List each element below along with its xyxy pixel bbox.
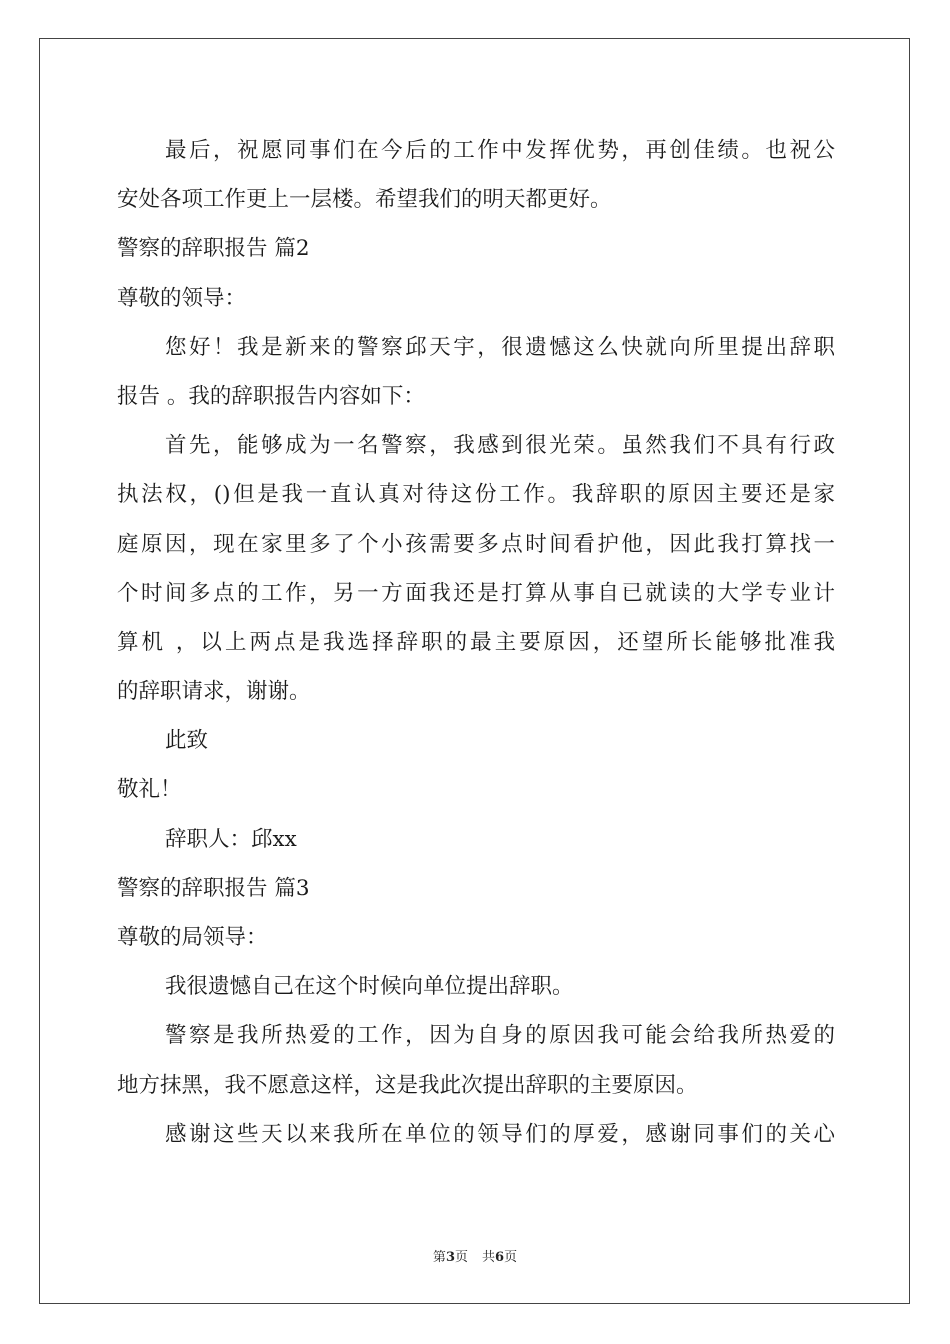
- paragraph-line: 我很遗憾自己在这个时候向单位提出辞职。: [165, 974, 574, 1000]
- closing-line: 敬礼！: [117, 777, 182, 803]
- page-number: 3: [445, 1250, 455, 1265]
- page-footer: [0, 1246, 950, 1265]
- paragraph-line: 的辞职请求，谢谢。: [117, 679, 311, 705]
- paragraph-line: 庭原因，现在家里多了个小孩需要多点时间看护他，因此我打算找一: [117, 531, 835, 557]
- salutation: 尊敬的领导：: [117, 285, 247, 311]
- page-suffix: 页: [454, 1250, 468, 1265]
- paragraph-line: 您好！我是新来的警察邱天宇，很遗憾这么快就向所里提出辞职: [165, 334, 835, 360]
- document-body: [117, 126, 835, 1159]
- paragraph-line: 安处各项工作更上一层楼。希望我们的明天都更好。: [117, 187, 612, 213]
- total-suffix: 页: [504, 1250, 518, 1265]
- page-prefix: 第: [432, 1250, 446, 1265]
- paragraph-line: 报告 。我的辞职报告内容如下：: [117, 383, 425, 409]
- closing-line: 此致: [165, 728, 209, 754]
- paragraph-line: 最后，祝愿同事们在今后的工作中发挥优势，再创佳绩。也祝公: [165, 138, 835, 163]
- paragraph-line: 执法权，()但是我一直认真对待这份工作。我辞职的原因主要还是家: [117, 482, 835, 508]
- signature-line: 辞职人：邱xx: [165, 826, 297, 852]
- paragraph-line: 首先，能够成为一名警察，我感到很光荣。虽然我们不具有行政: [165, 433, 835, 459]
- salutation: 尊敬的局领导：: [117, 925, 268, 950]
- paragraph-line: 地方抹黑，我不愿意这样，这是我此次提出辞职的主要原因。: [117, 1072, 698, 1098]
- paragraph-line: 算机 ，以上两点是我选择辞职的最主要原因，还望所长能够批准我: [117, 629, 835, 655]
- paragraph-line: 警察是我所热爱的工作，因为自身的原因我可能会给我所热爱的: [165, 1023, 835, 1049]
- total-pages: 6: [495, 1250, 505, 1265]
- paragraph-line: 个时间多点的工作，另一方面我还是打算从事自已就读的大学专业计: [117, 580, 835, 606]
- section-heading: 警察的辞职报告 篇2: [117, 236, 310, 262]
- total-prefix: 共: [482, 1250, 496, 1265]
- paragraph-line: 感谢这些天以来我所在单位的领导们的厚爱，感谢同事们的关心: [165, 1121, 835, 1147]
- section-heading: 警察的辞职报告 篇3: [117, 875, 310, 901]
